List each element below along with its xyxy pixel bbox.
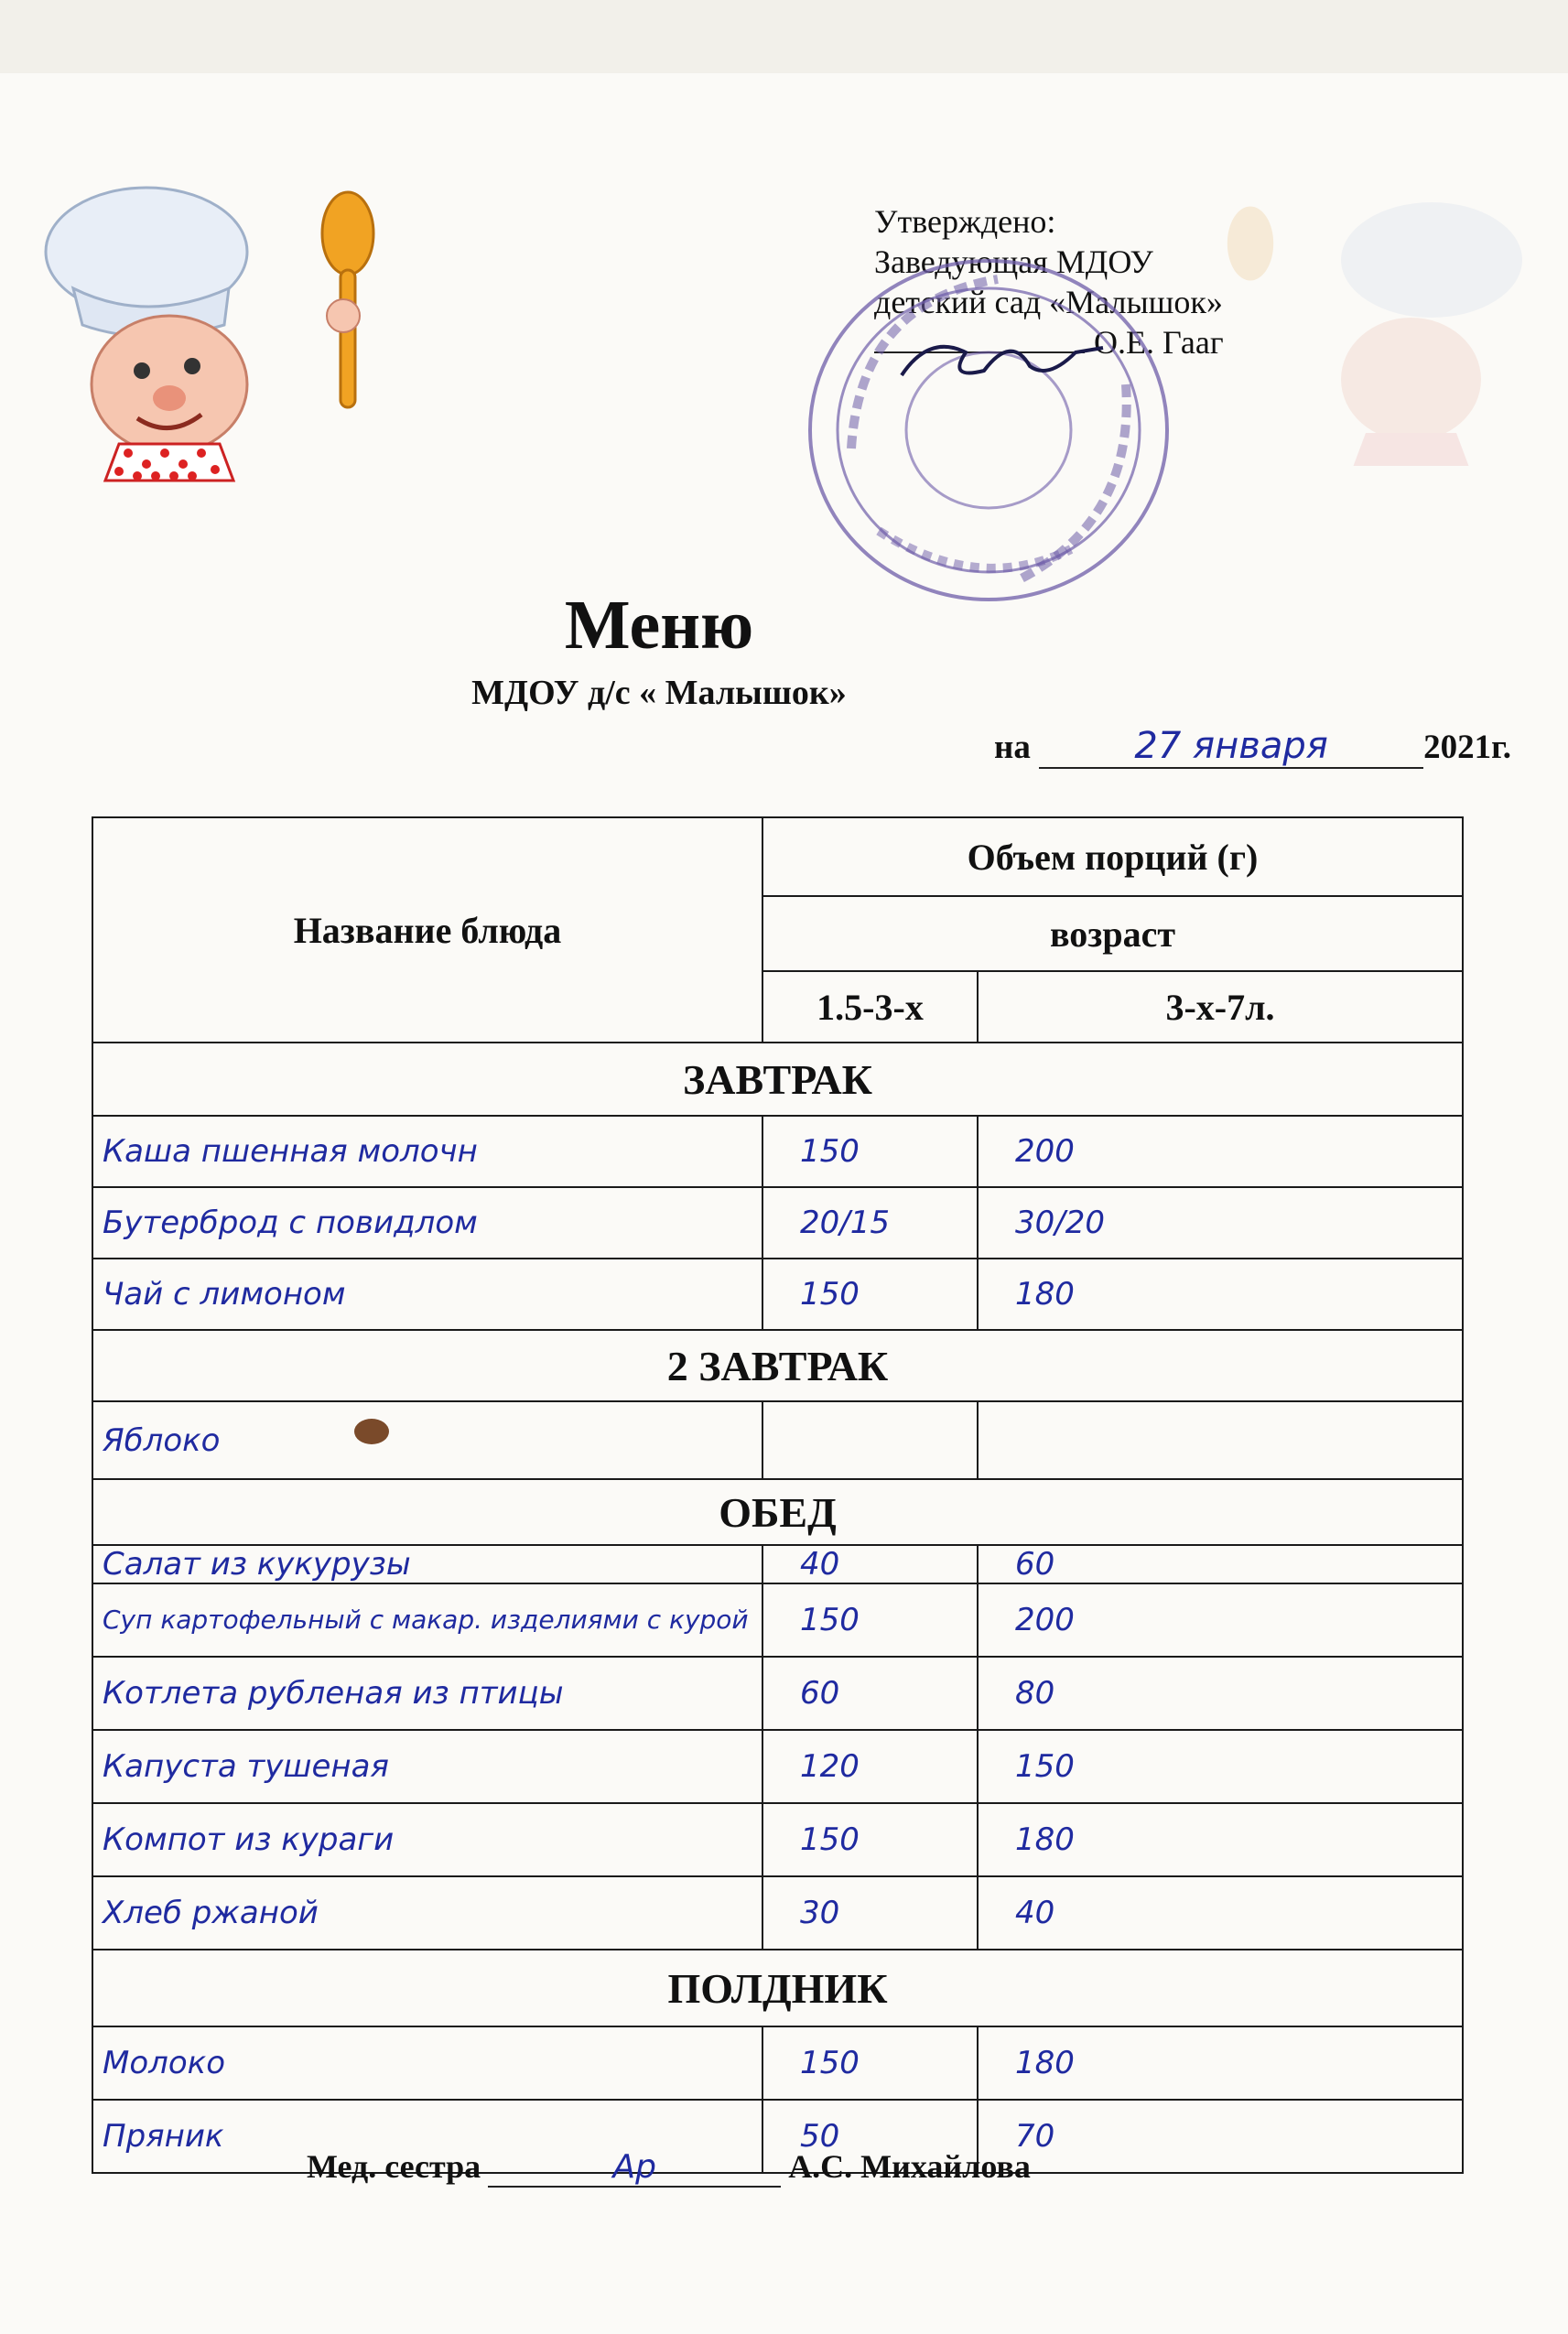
dish-name: Котлета рубленая из птицы (92, 1657, 762, 1730)
section-header: ОБЕД (92, 1479, 1463, 1545)
signature-icon (892, 325, 1112, 389)
table-row (92, 1259, 1463, 1330)
table-row (92, 1187, 1463, 1259)
column-header-age-young: 1.5-3-х (762, 971, 978, 1043)
portion-young: 40 (762, 1545, 978, 1583)
portion-young: 60 (762, 1657, 978, 1730)
portion-young: 150 (762, 2026, 978, 2100)
table-row (92, 1401, 1463, 1479)
date-year: 2021г. (1423, 729, 1511, 766)
column-header-age: возраст (762, 896, 1463, 971)
date-prefix: на (994, 729, 1031, 766)
portion-young: 120 (762, 1730, 978, 1803)
date-line (994, 725, 1511, 769)
portion-old: 180 (978, 1259, 1463, 1330)
portion-old: 30/20 (978, 1187, 1463, 1259)
dish-name: Яблоко (92, 1401, 762, 1479)
portion-young (762, 1401, 978, 1479)
portion-old: 80 (978, 1657, 1463, 1730)
portion-old: 60 (978, 1545, 1463, 1583)
menu-table (92, 816, 1464, 2174)
footer-name: А.С. Михайлова (788, 2148, 1031, 2185)
stamp-icon (796, 247, 1181, 613)
page-subtitle: МДОУ д/с « Малышок» (471, 674, 847, 712)
portion-young: 150 (762, 1583, 978, 1657)
portion-old (978, 1401, 1463, 1479)
section-header: ПОЛДНИК (92, 1950, 1463, 2026)
portion-old: 70 (978, 2100, 1463, 2173)
portion-old: 40 (978, 1876, 1463, 1950)
portion-young: 150 (762, 1803, 978, 1876)
dish-name: Бутерброд с повидлом (92, 1187, 762, 1259)
table-row (92, 1803, 1463, 1876)
portion-old: 180 (978, 1803, 1463, 1876)
page-title: Меню (564, 587, 754, 664)
portion-old: 200 (978, 1583, 1463, 1657)
portion-young: 50 (762, 2100, 978, 2173)
dish-name: Чай с лимоном (92, 1259, 762, 1330)
portion-old: 200 (978, 1116, 1463, 1187)
footer-signoff (307, 2147, 1031, 2188)
column-header-age-old: 3-х-7л. (978, 971, 1463, 1043)
dish-name: Капуста тушеная (92, 1730, 762, 1803)
table-row (92, 1657, 1463, 1730)
date-value: 27 января (1039, 725, 1423, 769)
portion-old: 180 (978, 2026, 1463, 2100)
chef-ghost-icon (1217, 183, 1547, 485)
dish-name: Суп картофельный с макар. изделиями с курой (92, 1583, 762, 1657)
portion-young: 30 (762, 1876, 978, 1950)
dish-name: Компот из кураги (92, 1803, 762, 1876)
approval-name: О.Е. Гааг (1094, 324, 1224, 361)
portion-young: 150 (762, 1259, 978, 1330)
table-row (92, 1730, 1463, 1803)
dish-name: Салат из кукурузы (92, 1545, 762, 1583)
table-row (92, 1545, 1463, 1583)
approval-position: Заведующая МДОУ (874, 243, 1153, 280)
stain-mark (352, 1416, 391, 1447)
footer-signature: Ар (488, 2148, 781, 2188)
chef-icon (18, 178, 384, 490)
table-row (92, 1116, 1463, 1187)
dish-name: Каша пшенная молочн (92, 1116, 762, 1187)
portion-old: 150 (978, 1730, 1463, 1803)
approval-heading: Утверждено: (874, 203, 1056, 240)
column-header-volume: Объем порций (г) (762, 817, 1463, 896)
section-header: 2 ЗАВТРАК (92, 1330, 1463, 1401)
table-row (92, 1583, 1463, 1657)
footer-role: Мед. сестра (307, 2148, 481, 2185)
dish-name: Пряник (92, 2100, 762, 2173)
table-row (92, 1876, 1463, 1950)
approval-organization: детский сад «Малышок» (874, 284, 1223, 320)
table-row (92, 2026, 1463, 2100)
portion-young: 150 (762, 1116, 978, 1187)
dish-name: Молоко (92, 2026, 762, 2100)
section-header: ЗАВТРАК (92, 1043, 1463, 1116)
dish-name: Хлеб ржаной (92, 1876, 762, 1950)
portion-young: 20/15 (762, 1187, 978, 1259)
column-header-dish: Название блюда (92, 817, 762, 1043)
